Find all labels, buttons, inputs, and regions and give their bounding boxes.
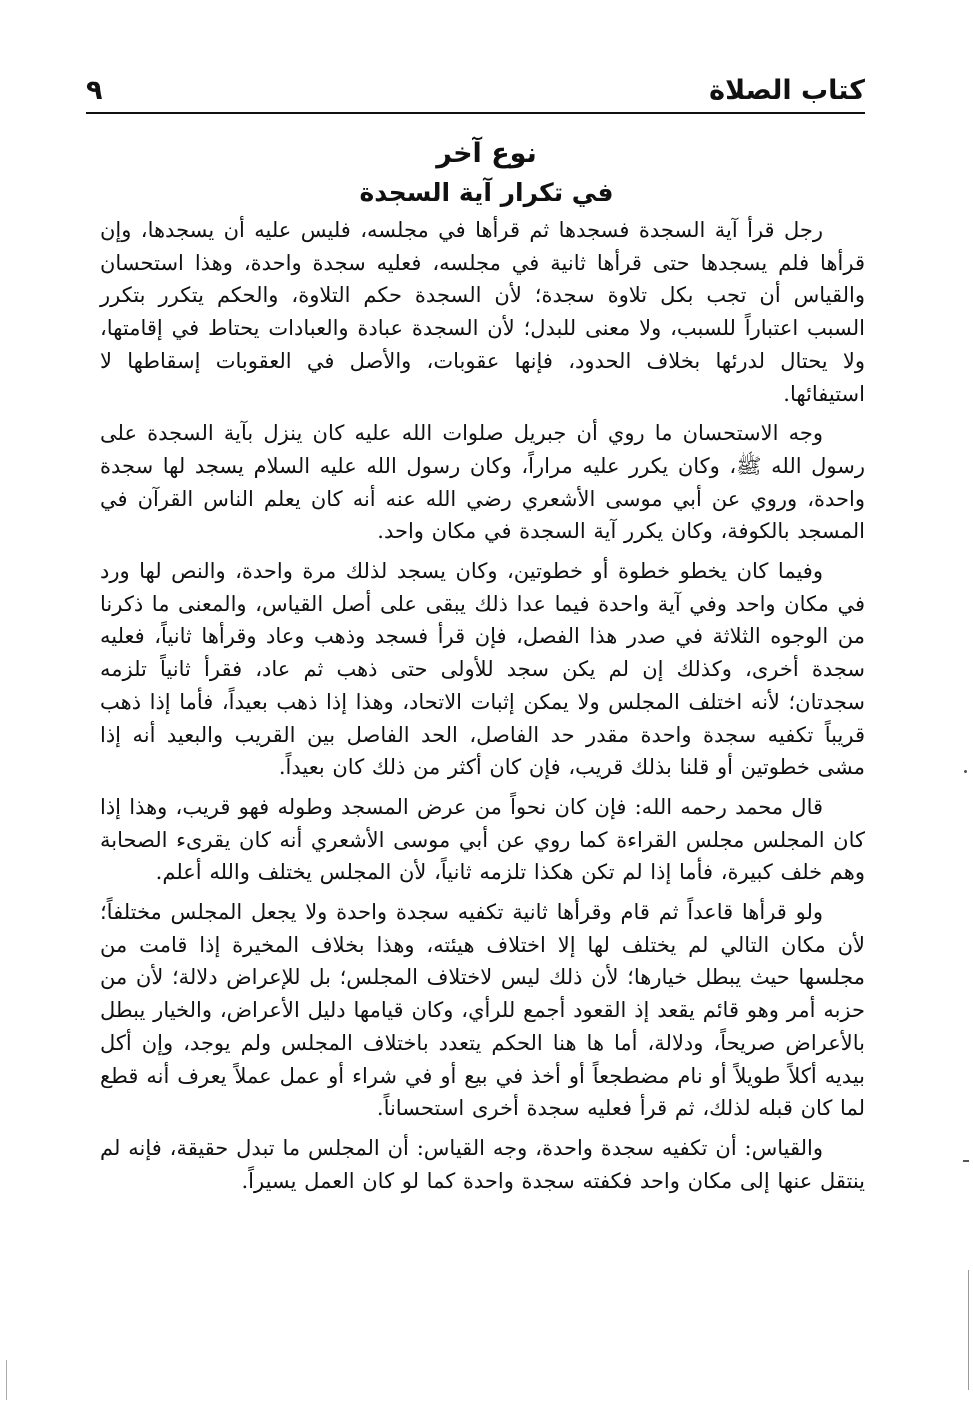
page-number: ٩	[86, 75, 103, 106]
paragraph: وجه الاستحسان ما روي أن جبريل صلوات الله عليه كان ينزل بآية السجدة على رسول الله ﷺ، وكان يكرر عليه مراراً، وكان رسول الله عليه السلام يسجد لها سجدة واحدة، وروي عن أبي موسى الأشعري رضي الله عنه أنه كان يعلم الناس القرآن في المسجد بالكوفة، وكان يكرر آية السجدة في مكان واحد.	[100, 421, 865, 544]
scan-edge-line	[968, 1270, 969, 1390]
page-header	[86, 60, 865, 114]
running-head: كتاب الصلاة	[709, 75, 865, 106]
section-heading	[100, 134, 873, 212]
paragraph: والقياس: أن تكفيه سجدة واحدة، وجه القياس: أن المجلس ما تبدل حقيقة، فإنه لم ينتقل عنها إلى مكان واحد فكفته سجدة واحدة كما لو كان العمل يسيراً.	[100, 1135, 865, 1193]
paragraph: ولو قرأها قاعداً ثم قام وقرأها ثانية تكفيه سجدة واحدة ولا يجعل المجلس مختلفاً؛ لأن مكان التالي لم يختلف لها إلا اختلاف هيئته، وهذا بخلاف المخيرة إذا قامت من مجلسها حيث يبطل خيارها؛ لأن ذلك ليس لاختلاف المجلس؛ بل للإعراض دلالة؛ لأن من حزبه أمر وهو قائم يقعد إذ القعود أجمع للرأي، وكان قيامها دليل الأعراض، والخيار يبطل بالأعراض صريحاً، ودلالة، أما ها هنا الحكم يتعدد باختلاف المجلس ولم يوجد، وإن أكل بيديه أكلاً طويلاً أو نام مضطجعاً أو أخذ في بيع أو في شراء أو عمل عملاً يعرف أنه قطع لما كان قبله لذلك، ثم قرأ فعليه سجدة أخرى استحساناً.	[100, 900, 865, 1121]
paragraph: قال محمد رحمه الله: فإن كان نحواً من عرض المسجد وطوله فهو قريب، وهذا إذا كان المجلس مجلس القراءة كما روي عن أبي موسى الأشعري أنه كان يقرىء الصحابة وهم خلف كبيرة، فأما إذا لم تكن هكذا تلزمه ثانياً، لأن المجلس يختلف والله أعلم.	[100, 794, 865, 885]
paragraph: رجل قرأ آية السجدة فسجدها ثم قرأها في مجلسه، فليس عليه أن يسجدها، وإن قرأها فلم يسجدها حتى قرأها ثانية في مجلسه، فعليه سجدة واحدة، وهذا استحسان والقياس أن تجب بكل تلاوة سجدة؛ لأن السجدة حكم التلاوة، والحكم يتكرر بتكرر السبب اعتباراً للسبب، ولا معنى للبدل؛ لأن السجدة عبادة والعبادات يحتاط في إقامتها، ولا يحتال لدرئها بخلاف الحدود، فإنها عقوبات، والأصل في العقوبات إسقاطها لا استيفائها.	[100, 218, 865, 406]
scan-edge-mark	[963, 1160, 969, 1162]
section-title: نوع آخر	[436, 138, 537, 169]
paragraph: وفيما كان يخطو خطوة أو خطوتين، وكان يسجد لذلك مرة واحدة، والنص لها ورد في مكان واحد وفي آية واحدة فيما عدا ذلك يبقى على أصل القياس، والمعنى ما ذكرنا من الوجوه الثلاثة في صدر هذا الفصل، فإن قرأ فسجد وذهب وعاد وقرأها ثانياً، فعليه سجدة أخرى، وكذلك إن لم يكن سجد للأولى حتى ذهب ثم عاد، فقرأ ثانياً تلزمه سجدتان؛ لأنه اختلف المجلس ولا يمكن إثبات الاتحاد، وهذا إذا ذهب بعيداً، فأما إذا ذهب قريباً تكفيه سجدة واحدة مقدر حد الفاصل، الحد الفاصل بين القريب والبعيد أنه إذا مشى خطوتين أو قلنا بذلك قريب، فإن كان أكثر من ذلك كان بعيداً.	[100, 559, 865, 780]
scan-edge-line	[6, 1360, 7, 1400]
scan-edge-mark	[964, 770, 967, 773]
body-text	[100, 214, 865, 1204]
section-subtitle: في تكرار آية السجدة	[359, 178, 614, 207]
